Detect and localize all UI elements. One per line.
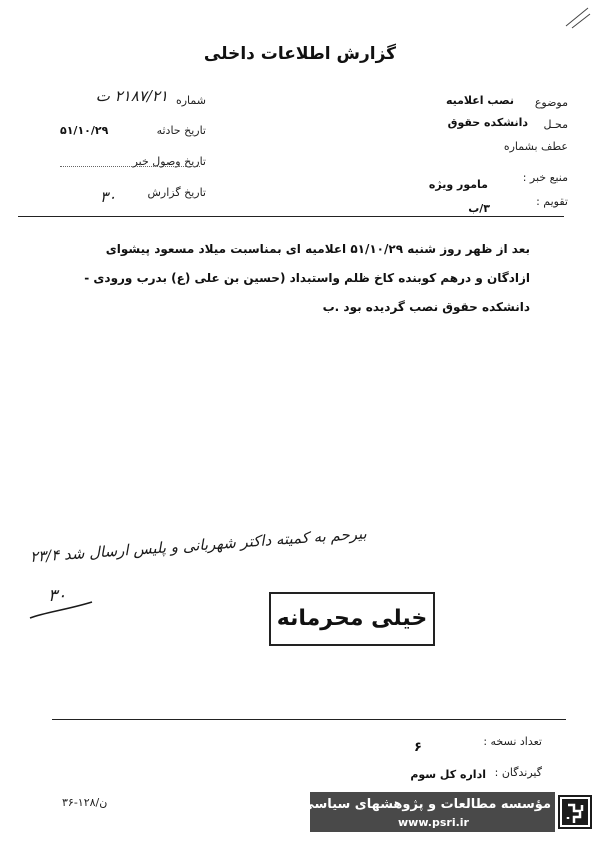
body-line-2: ازادگان و درهم کوبنده کاخ ظلم واستبداد (حسین بن علی (ع) بدرب ورودی - [84,271,530,285]
institute-url[interactable]: www.psri.ir [398,816,469,829]
number-label: شماره [175,94,206,107]
handwritten-note: بیرحم به کمیته داکتر شهربانی و پلیس ارسال شد ۲۳/۴ [29,524,368,566]
handwritten-number: ۳۰ [48,586,67,606]
reference-label: عطف بشماره [503,140,568,153]
corner-scratch [562,4,592,30]
receipt-date-label: تاریخ وصول خبر [132,155,206,168]
place-label: محـل [543,118,568,131]
source-value: مامور ویژه [428,178,488,191]
subject-value: نصب اعلامیه [445,94,514,107]
body-line-3: دانشکده حقوق نصب گردیده بود .ب [322,300,530,314]
header-divider [18,216,564,217]
stamp-text: خیلی محرمانه [276,606,428,631]
confidential-stamp [269,592,435,646]
place-value: دانشکده حقوق [447,116,528,129]
recipients-value: اداره کل سوم [410,768,486,781]
number-value: ۲۱۸۷/۲۱ ت [95,87,168,105]
receipt-date-blank [60,166,200,167]
incident-date-label: تاریخ حادثه [156,124,206,137]
institute-logo-icon [558,795,592,829]
footer-divider [52,719,566,720]
assessment-label: تقویم : [536,195,568,208]
report-title: گزارش اطلاعات داخلی [203,44,397,64]
copies-label: تعداد نسخه : [483,735,542,748]
document-code: ۳۶-۱۲۸/ن [62,796,108,809]
incident-date-value: ۵۱/۱۰/۲۹ [60,124,109,137]
copies-value: ۶ [414,740,422,755]
report-date-value: ۳۰ [100,188,117,206]
report-date-label: تاریخ گزارش [147,186,206,199]
body-line-1: بعد از ظهر روز شنبه ۵۱/۱۰/۲۹ اعلامیه ای بمناسبت میلاد مسعود پیشوای [105,242,530,256]
institute-name: مؤسسه مطالعات و پژوهشهای سیاسی [301,797,551,812]
recipients-label: گیرندگان : [494,766,542,779]
source-label: منبع خبر : [522,171,568,184]
handwritten-underline [26,590,96,624]
assessment-value: ۳/ب [468,202,490,215]
subject-label: موضوع [534,96,568,109]
